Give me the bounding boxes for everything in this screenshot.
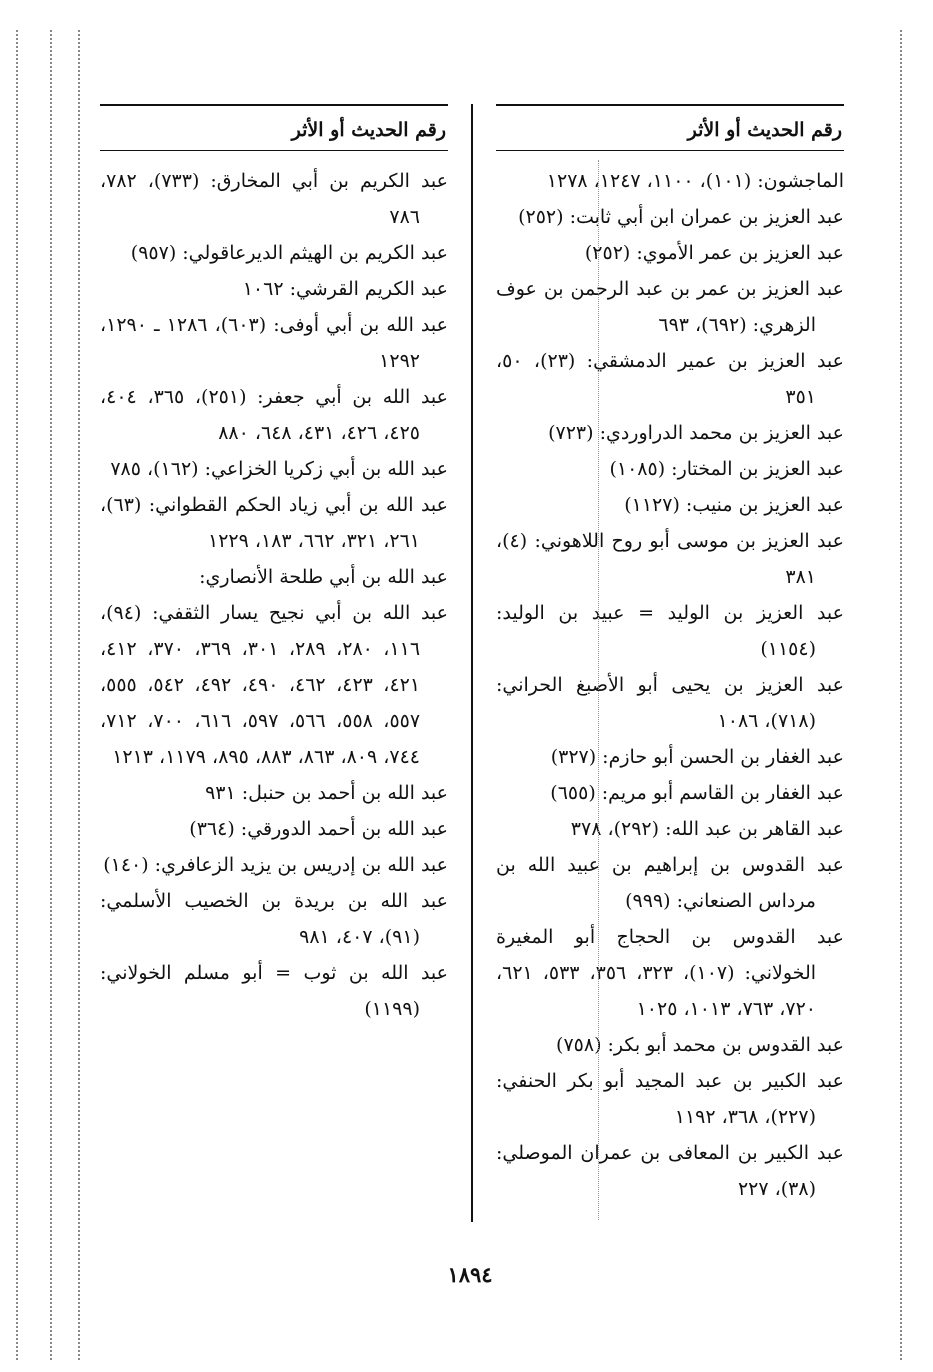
index-entry: عبد الله بن أبي نجيح يسار الثقفي: (٩٤)، ١١٦، ٢٨٠، ٢٨٩، ٣٠١، ٣٦٩، ٣٧٠، ٤١٢، ٤٢١، ٤٢٣، ٤٦٢، ٤٩٠، ٤٩٢، ٥٤٢، ٥٥٥، ٥٥٧، ٥٥٨، ٥٦٦، ٥٩٧، ٦١٦، ٧٠٠، ٧١٢، ٧٤٤، ٨٠٩، ٨٦٣، ٨٨٣، ٨٩٥، ١١٧٩، ١٢١٣: [100, 602, 448, 768]
index-entry: عبد الله بن إدريس بن يزيد الزعافري: (١٤٠): [103, 854, 448, 876]
index-column-right: [496, 104, 844, 1207]
scan-margin-dots: [16, 30, 18, 1360]
index-entry: عبد العزيز بن عمران ابن أبي ثابت: (٢٥٢): [518, 206, 844, 228]
index-entry: عبد الله بن أحمد بن حنبل: ٩٣١: [205, 782, 448, 804]
column-header: رقم الحديث أو الأثر: [687, 119, 842, 141]
index-entry: عبد القدوس بن محمد أبو بكر: (٧٥٨): [556, 1034, 844, 1056]
index-entry: عبد الكريم بن الهيثم الديرعاقولي: (٩٥٧): [130, 242, 448, 264]
index-entry: عبد العزيز بن المختار: (١٠٨٥): [609, 458, 844, 480]
index-entry: عبد الله بن أبي زياد الحكم القطواني: (٦٣)، ٢٦١، ٣٢١، ٦٦٢، ١٨٣، ١٢٢٩: [100, 494, 448, 552]
index-entry: عبد العزيز بن عمر الأموي: (٢٥٢): [584, 242, 844, 264]
index-entry: الماجشون: (١٠١)، ١١٠٠، ١٢٤٧، ١٢٧٨: [546, 170, 844, 192]
page-number: ١٨٩٤: [447, 1262, 493, 1287]
index-entry: عبد الغفار بن الحسن أبو حازم: (٣٢٧): [550, 746, 844, 768]
column-header-rule: [100, 150, 448, 151]
index-entry: عبد القاهر بن عبد الله: (٢٩٢)، ٣٧٨: [570, 818, 844, 840]
column-divider: [471, 104, 473, 1222]
index-column-left: [100, 104, 448, 1027]
index-entry: عبد الله بن أبي أوفى: (٦٠٣)، ١٢٨٦ ـ ١٢٩٠، ١٢٩٢: [100, 314, 448, 372]
index-entry: عبد الله بن أبي زكريا الخزاعي: (١٦٢)، ٧٨٥: [110, 458, 448, 480]
index-entry: عبد القدوس بن الحجاج أبو المغيرة الخولاني: (١٠٧)، ٣٢٣، ٣٥٦، ٥٣٣، ٦٢١، ٧٢٠، ٧٦٣، ١٠١٣، ١٠٢٥: [496, 926, 844, 1020]
index-entry: عبد العزيز بن الوليد = عبيد بن الوليد: (١١٥٤): [496, 602, 844, 660]
index-entry: عبد القدوس بن إبراهيم بن عبيد الله بن مرداس الصنعاني: (٩٩٩): [496, 854, 844, 912]
page-crease: [598, 160, 599, 1220]
index-entry: عبد العزيز بن منيب: (١١٢٧): [624, 494, 844, 516]
index-entry: عبد الله بن أحمد الدورقي: (٣٦٤): [189, 818, 448, 840]
index-entry: عبد الكريم بن أبي المخارق: (٧٣٣)، ٧٨٢، ٧٨٦: [100, 170, 448, 228]
column-header-rule: [496, 150, 844, 151]
index-entries: [100, 163, 448, 1027]
index-entry: عبد الله بن أبي جعفر: (٢٥١)، ٣٦٥، ٤٠٤، ٤٢٥، ٤٢٦، ٤٣١، ٦٤٨، ٨٨٠: [100, 386, 449, 444]
scan-margin-dots: [900, 30, 902, 1360]
index-entry: عبد الله بن بريدة بن الخصيب الأسلمي: (٩١)، ٤٠٧، ٩٨١: [100, 890, 448, 948]
index-entry: عبد الكبير بن المعافى بن عمران الموصلي: (٣٨)، ٢٢٧: [496, 1142, 844, 1200]
index-entry: عبد الغفار بن القاسم أبو مريم: (٦٥٥): [550, 782, 844, 804]
index-entry: عبد العزيز بن موسى أبو روح اللاهوني: (٤)، ٣٨١: [496, 530, 844, 588]
index-entry: عبد العزيز بن عمير الدمشقي: (٢٣)، ٥٠، ٣٥١: [496, 350, 844, 408]
column-header: رقم الحديث أو الأثر: [291, 119, 446, 141]
index-entry: عبد العزيز بن يحيى أبو الأصبغ الحراني: (٧١٨)، ١٠٨٦: [496, 674, 844, 732]
index-entry: عبد الكبير بن عبد المجيد أبو بكر الحنفي: (٢٢٧)، ٣٦٨، ١١٩٢: [496, 1070, 844, 1128]
index-entries: [496, 163, 844, 1207]
index-entry: عبد العزيز بن عمر بن عبد الرحمن بن عوف الزهري: (٦٩٢)، ٦٩٣: [496, 278, 844, 336]
index-entry: عبد الكريم القرشي: ١٠٦٢: [242, 278, 448, 300]
scan-margin-dots: [78, 30, 80, 1360]
index-entry: عبد العزيز بن محمد الدراوردي: (٧٢٣): [548, 422, 844, 444]
index-entry: عبد الله بن أبي طلحة الأنصاري:: [199, 566, 448, 588]
scan-margin-dots: [50, 30, 52, 1360]
index-entry: عبد الله بن ثوب = أبو مسلم الخولاني: (١١٩٩): [100, 962, 448, 1020]
